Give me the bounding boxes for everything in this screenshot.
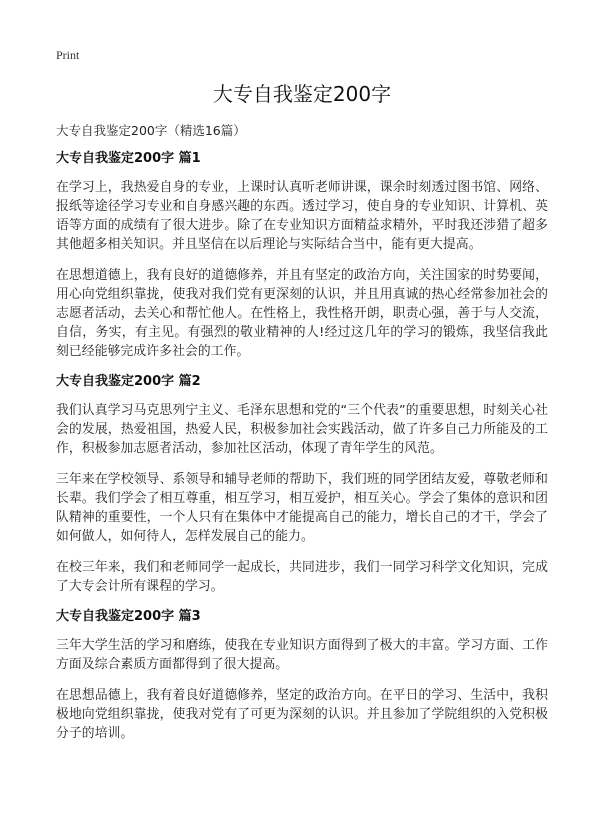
section-heading: 大专自我鉴定200字 篇1 xyxy=(56,151,201,166)
paragraph: 在思想品德上，我有着良好道德修养，坚定的政治方向。在平日的学习、生活中，我积极地向党组织靠拢，使我对党有了可更为深刻的认识。并且参加了学院组织的入党积极分子的培训。 xyxy=(56,688,548,741)
section-3 xyxy=(56,608,548,743)
page-title: 大专自我鉴定200字 xyxy=(212,82,392,106)
section-heading: 大专自我鉴定200字 篇3 xyxy=(56,609,201,624)
paragraph: 在思想道德上，我有良好的道德修养，并且有坚定的政治方向，关注国家的时势要闻，用心向党组织靠拢，使我对我们党有更深刻的认识，并且用真诚的热心经常参加社会的志愿者活动，去关心和帮忙他人。在性格上，我性格开朗，职责心强，善于与人交流，自信，务实，有主见。有强烈的敬业精神的人!经过这几年的学习的锻炼，我坚信我此刻已经能够完成许多社会的工作。 xyxy=(56,268,548,359)
paragraph: 三年来在学校领导、系领导和辅导老师的帮助下，我们班的同学团结友爱，尊敬老师和长辈。我们学会了相互尊重，相互学习，相互爱护，相互关心。学会了集体的意识和团队精神的重要性，一个人只有在集体中才能提高自己的能力，增长自己的才干，学会了如何做人，如何待人，怎样发展自己的能力。 xyxy=(56,472,548,544)
subtitle: 大专自我鉴定200字（精选16篇） xyxy=(56,123,246,138)
section-heading: 大专自我鉴定200字 篇2 xyxy=(56,374,201,389)
paragraph: 我们认真学习马克思列宁主义、毛泽东思想和党的“三个代表”的重要思想，时刻关心社会的发展，热爱祖国，热爱人民，积极参加社会实践活动，做了许多自己力所能及的工作，积极参加志愿者活动，参加社区活动，体现了青年学生的风范。 xyxy=(56,403,548,456)
print-link[interactable]: Print xyxy=(56,48,80,62)
section-1 xyxy=(56,150,548,361)
article-body xyxy=(56,150,548,755)
paragraph: 三年大学生活的学习和磨练，使我在专业知识方面得到了极大的丰富。学习方面、工作方面及综合素质方面都得到了很大提高。 xyxy=(56,638,548,672)
paragraph: 在校三年来，我们和老师同学一起成长，共同进步，我们一同学习科学文化知识，完成了大专会计所有课程的学习。 xyxy=(56,560,548,594)
section-2 xyxy=(56,373,548,596)
paragraph: 在学习上，我热爱自身的专业，上课时认真听老师讲课，课余时刻透过图书馆、网络、报纸等途径学习专业和自身感兴趣的东西。透过学习，使自身的专业知识、计算机、英语等方面的成绩有了很大进步。除了在专业知识方面精益求精外，平时我还涉猎了超多其他超多相关知识。并且坚信在以后理论与实际结合当中，能有更大提高。 xyxy=(56,180,548,252)
